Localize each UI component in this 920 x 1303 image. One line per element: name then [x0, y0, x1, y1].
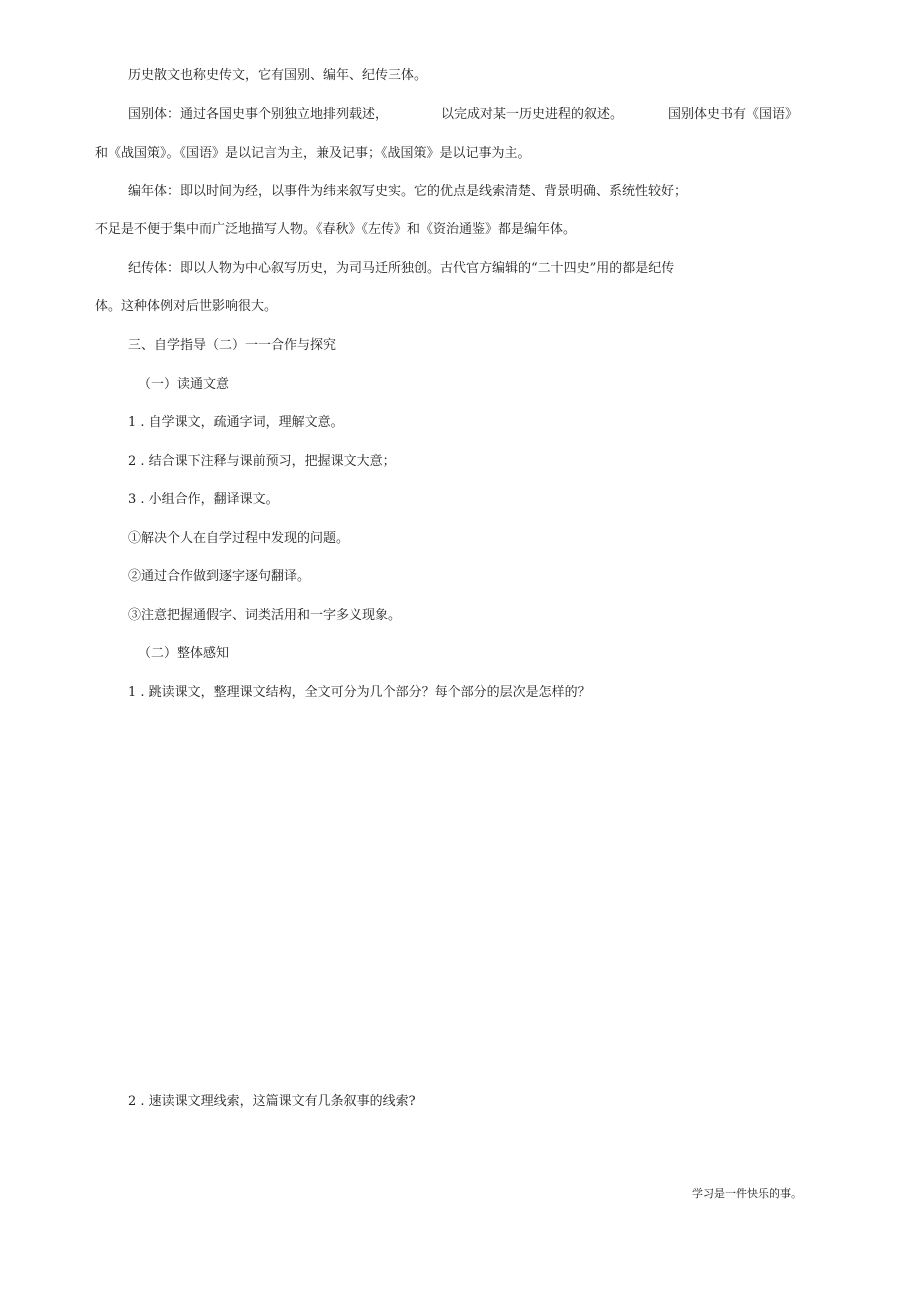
section-heading: 三、自学指导（二）一一合作与探究 — [128, 338, 337, 353]
intro-paragraph: 历史散文也称史传文，它有国别、编年、纪传三体。 — [128, 68, 428, 83]
circled-item-2: ②通过合作做到逐字逐句翻译。 — [128, 569, 311, 584]
question-1: 1 . 跳读课文，整理课文结构，全文可分为几个部分？每个部分的层次是怎样的？ — [128, 685, 591, 700]
list-item-3: 3 . 小组合作，翻译课文。 — [128, 492, 279, 507]
page-footer: 学习是一件快乐的事。 — [692, 1187, 802, 1200]
guobie-paragraph-line2: 和《战国策》。《国语》是以记言为主，兼及记事；《战国策》是以记事为主。 — [95, 146, 531, 161]
jizhuan-paragraph-line2: 体。这种体例对后世影响很大。 — [95, 299, 278, 314]
guobie-paragraph-part2: 以完成对某一历史进程的叙述。 — [441, 107, 624, 122]
list-item-1: 1 . 自学课文，疏通字词，理解文意。 — [128, 415, 344, 430]
guobie-paragraph-part3: 国别体史书有《国语》 — [668, 107, 799, 122]
circled-item-3: ③注意把握通假字、词类活用和一字多义现象。 — [128, 608, 402, 623]
guobie-paragraph-part1: 国别体：通过各国史事个别独立地排列载述， — [128, 107, 389, 122]
subsection-heading-1: （一）读通文意 — [138, 377, 230, 392]
biannian-paragraph-line1: 编年体：即以时间为经，以事件为纬来叙写史实。它的优点是线索清楚、背景明确、系统性较好； — [128, 184, 688, 199]
jizhuan-paragraph-line1: 纪传体：即以人物为中心叙写历史，为司马迁所独创。古代官方编辑的“二十四史”用的都是纪传 — [128, 261, 675, 276]
subsection-heading-2: （二）整体感知 — [138, 646, 230, 661]
question-2: 2 . 速读课文理线索，这篇课文有几条叙事的线索? — [128, 1094, 416, 1109]
circled-item-1: ①解决个人在自学过程中发现的问题。 — [128, 531, 350, 546]
list-item-2: 2 . 结合课下注释与课前预习，把握课文大意； — [128, 454, 396, 469]
biannian-paragraph-line2: 不足是不便于集中而广泛地描写人物。《春秋》《左传》和《资治通鉴》都是编年体。 — [95, 222, 577, 237]
